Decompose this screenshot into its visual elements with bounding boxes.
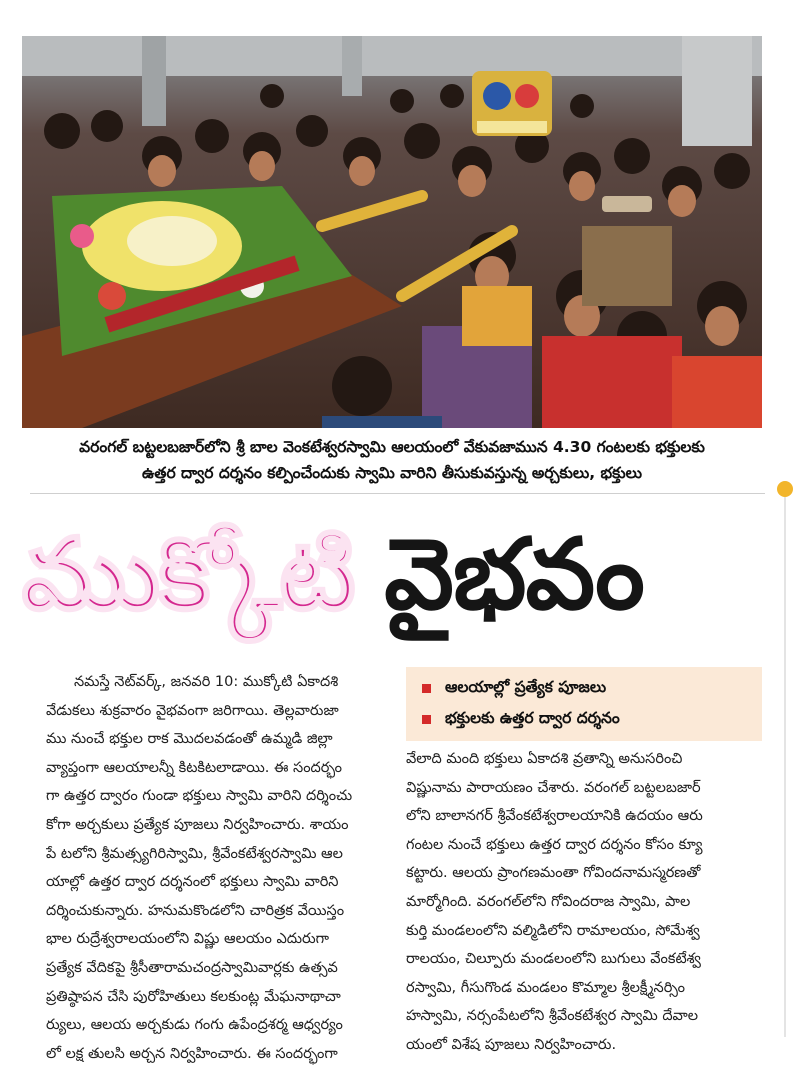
article-line: గంటల నుంచే భక్తులు ఉత్తర ద్వార దర్శనం కోసం క్యూ bbox=[406, 836, 703, 853]
article-line: కట్టారు. ఆలయ ప్రాంగణమంతా గోవిందనామస్మరణతో bbox=[406, 865, 701, 882]
article-column-left bbox=[46, 668, 392, 1068]
news-photo bbox=[22, 36, 762, 428]
article-line: గా ఉత్తర ద్వారం గుండా భక్తులు స్వామి వారిని దర్శించు bbox=[46, 788, 353, 805]
article-line: రస్వామి, గీసుగొండ మండలం కొమ్మాల శ్రీలక్ష్మీనర్సిం bbox=[406, 979, 685, 996]
headline-part-2: వైభవం bbox=[384, 517, 644, 632]
article-line: కోగా అర్చకులు ప్రత్యేక పూజలు నిర్వహించారు. శాయం bbox=[46, 816, 349, 833]
temple-procession-photo bbox=[22, 36, 762, 428]
caption-line-1: వరంగల్ బట్టలబజార్‌లోని శ్రీ బాల వెంకటేశ్వరస్వామి ఆలయంలో వేకువజామున 4.30 గంటలకు భక్తులకు bbox=[79, 438, 705, 456]
photo-caption bbox=[22, 434, 762, 486]
caption-divider bbox=[30, 493, 765, 494]
article-line: ము నుంచే భక్తుల రాక మొదలవడంతో ఉమ్మడి జిల్లా bbox=[46, 731, 333, 748]
bullet-icon bbox=[422, 684, 431, 693]
article-line: మార్మోగింది. వరంగల్‌లోని గోవిందరాజ స్వామి, పాల bbox=[406, 893, 691, 910]
article-line: హస్వామి, నర్సంపేటలోని శ్రీవేంకటేశ్వర స్వామి దేవాల bbox=[406, 1008, 699, 1025]
article-line: వేడుకలు శుక్రవారం వైభవంగా జరిగాయి. తెల్లవారుజా bbox=[46, 702, 339, 719]
headline-part-1: ముక్కోటి bbox=[22, 517, 355, 632]
article-line: ప్రత్యేక వేదికపై శ్రీసీతారామచంద్రస్వామివార్లకు ఉత్సవ bbox=[46, 959, 338, 976]
article-line: కుర్తి మండలంలోని వల్మిడిలోని రామాలయం, సోమేశ్వ bbox=[406, 922, 700, 939]
caption-line-2: ఉత్తర ద్వార దర్శనం కల్పించేందుకు స్వామి వారిని తీసుకువస్తున్న అర్చకులు, భక్తులు bbox=[142, 464, 642, 482]
bullet-icon bbox=[422, 715, 431, 724]
article-line: రాలయం, చిల్పూరు మండలంలోని బుగులు వేంకటేశ్వ bbox=[406, 951, 701, 968]
article-line: వ్యాప్తంగా ఆలయాలన్నీ కిటకిటలాడాయి. ఈ సందర్భం bbox=[46, 759, 343, 776]
article-line: వేలాది మంది భక్తులు ఏకాదశి వ్రతాన్ని అనుసరించి bbox=[406, 751, 683, 767]
highlight-item bbox=[422, 704, 746, 735]
article-line: దర్శించుకున్నారు. హనుమకొండలోని చారిత్రక వేయిస్తం bbox=[46, 902, 345, 919]
article-column-right bbox=[406, 745, 764, 1060]
article-line: ర్యులు, ఆలయ అర్చకుడు గంగు ఉపేంద్రశర్మ ఆధ్వర్యం bbox=[46, 1017, 343, 1034]
article-line: పే టలోని శ్రీమత్స్యగిరిస్వామి, శ్రీవేంకటేశ్వరస్వామి ఆల bbox=[46, 845, 343, 862]
highlight-text: భక్తులకు ఉత్తర ద్వార దర్శనం bbox=[445, 708, 620, 727]
column-rule bbox=[784, 497, 786, 1037]
article-line: ప్రతిష్ఠాపన చేసి పురోహితులు కలకుంట్ల మేఘనాథాచా bbox=[46, 988, 341, 1005]
article-line: నమస్తే నెట్‌వర్క్‌, జనవరి 10: ముక్కోటి ఏకాదశి bbox=[74, 674, 339, 690]
highlight-text: ఆలయాల్లో ప్రత్యేక పూజలు bbox=[445, 677, 607, 696]
article-line: భాల రుద్రేశ్వరాలయంలోని విష్ణు ఆలయం ఎదురుగా bbox=[46, 931, 330, 948]
column-marker-dot bbox=[777, 481, 793, 497]
article-line: విష్ణునామ పారాయణం చేశారు. వరంగల్ బట్టలబజార్ bbox=[406, 779, 701, 796]
article-line: లో లక్ష తులసి అర్చన నిర్వహించారు. ఈ సందర్భంగా bbox=[46, 1045, 338, 1062]
headline bbox=[22, 500, 767, 658]
highlight-item bbox=[422, 673, 746, 704]
article-line: యాల్లో ఉత్తర ద్వార దర్శనంలో భక్తులు స్వామి వారిని bbox=[46, 874, 339, 891]
highlights-box bbox=[406, 667, 762, 741]
article-line: లోని బాలానగర్ శ్రీవేంకటేశ్వరాలయానికి ఉదయం ఆరు bbox=[406, 808, 703, 825]
article-line: యంలో విశేష పూజలు నిర్వహించారు. bbox=[406, 1036, 617, 1053]
